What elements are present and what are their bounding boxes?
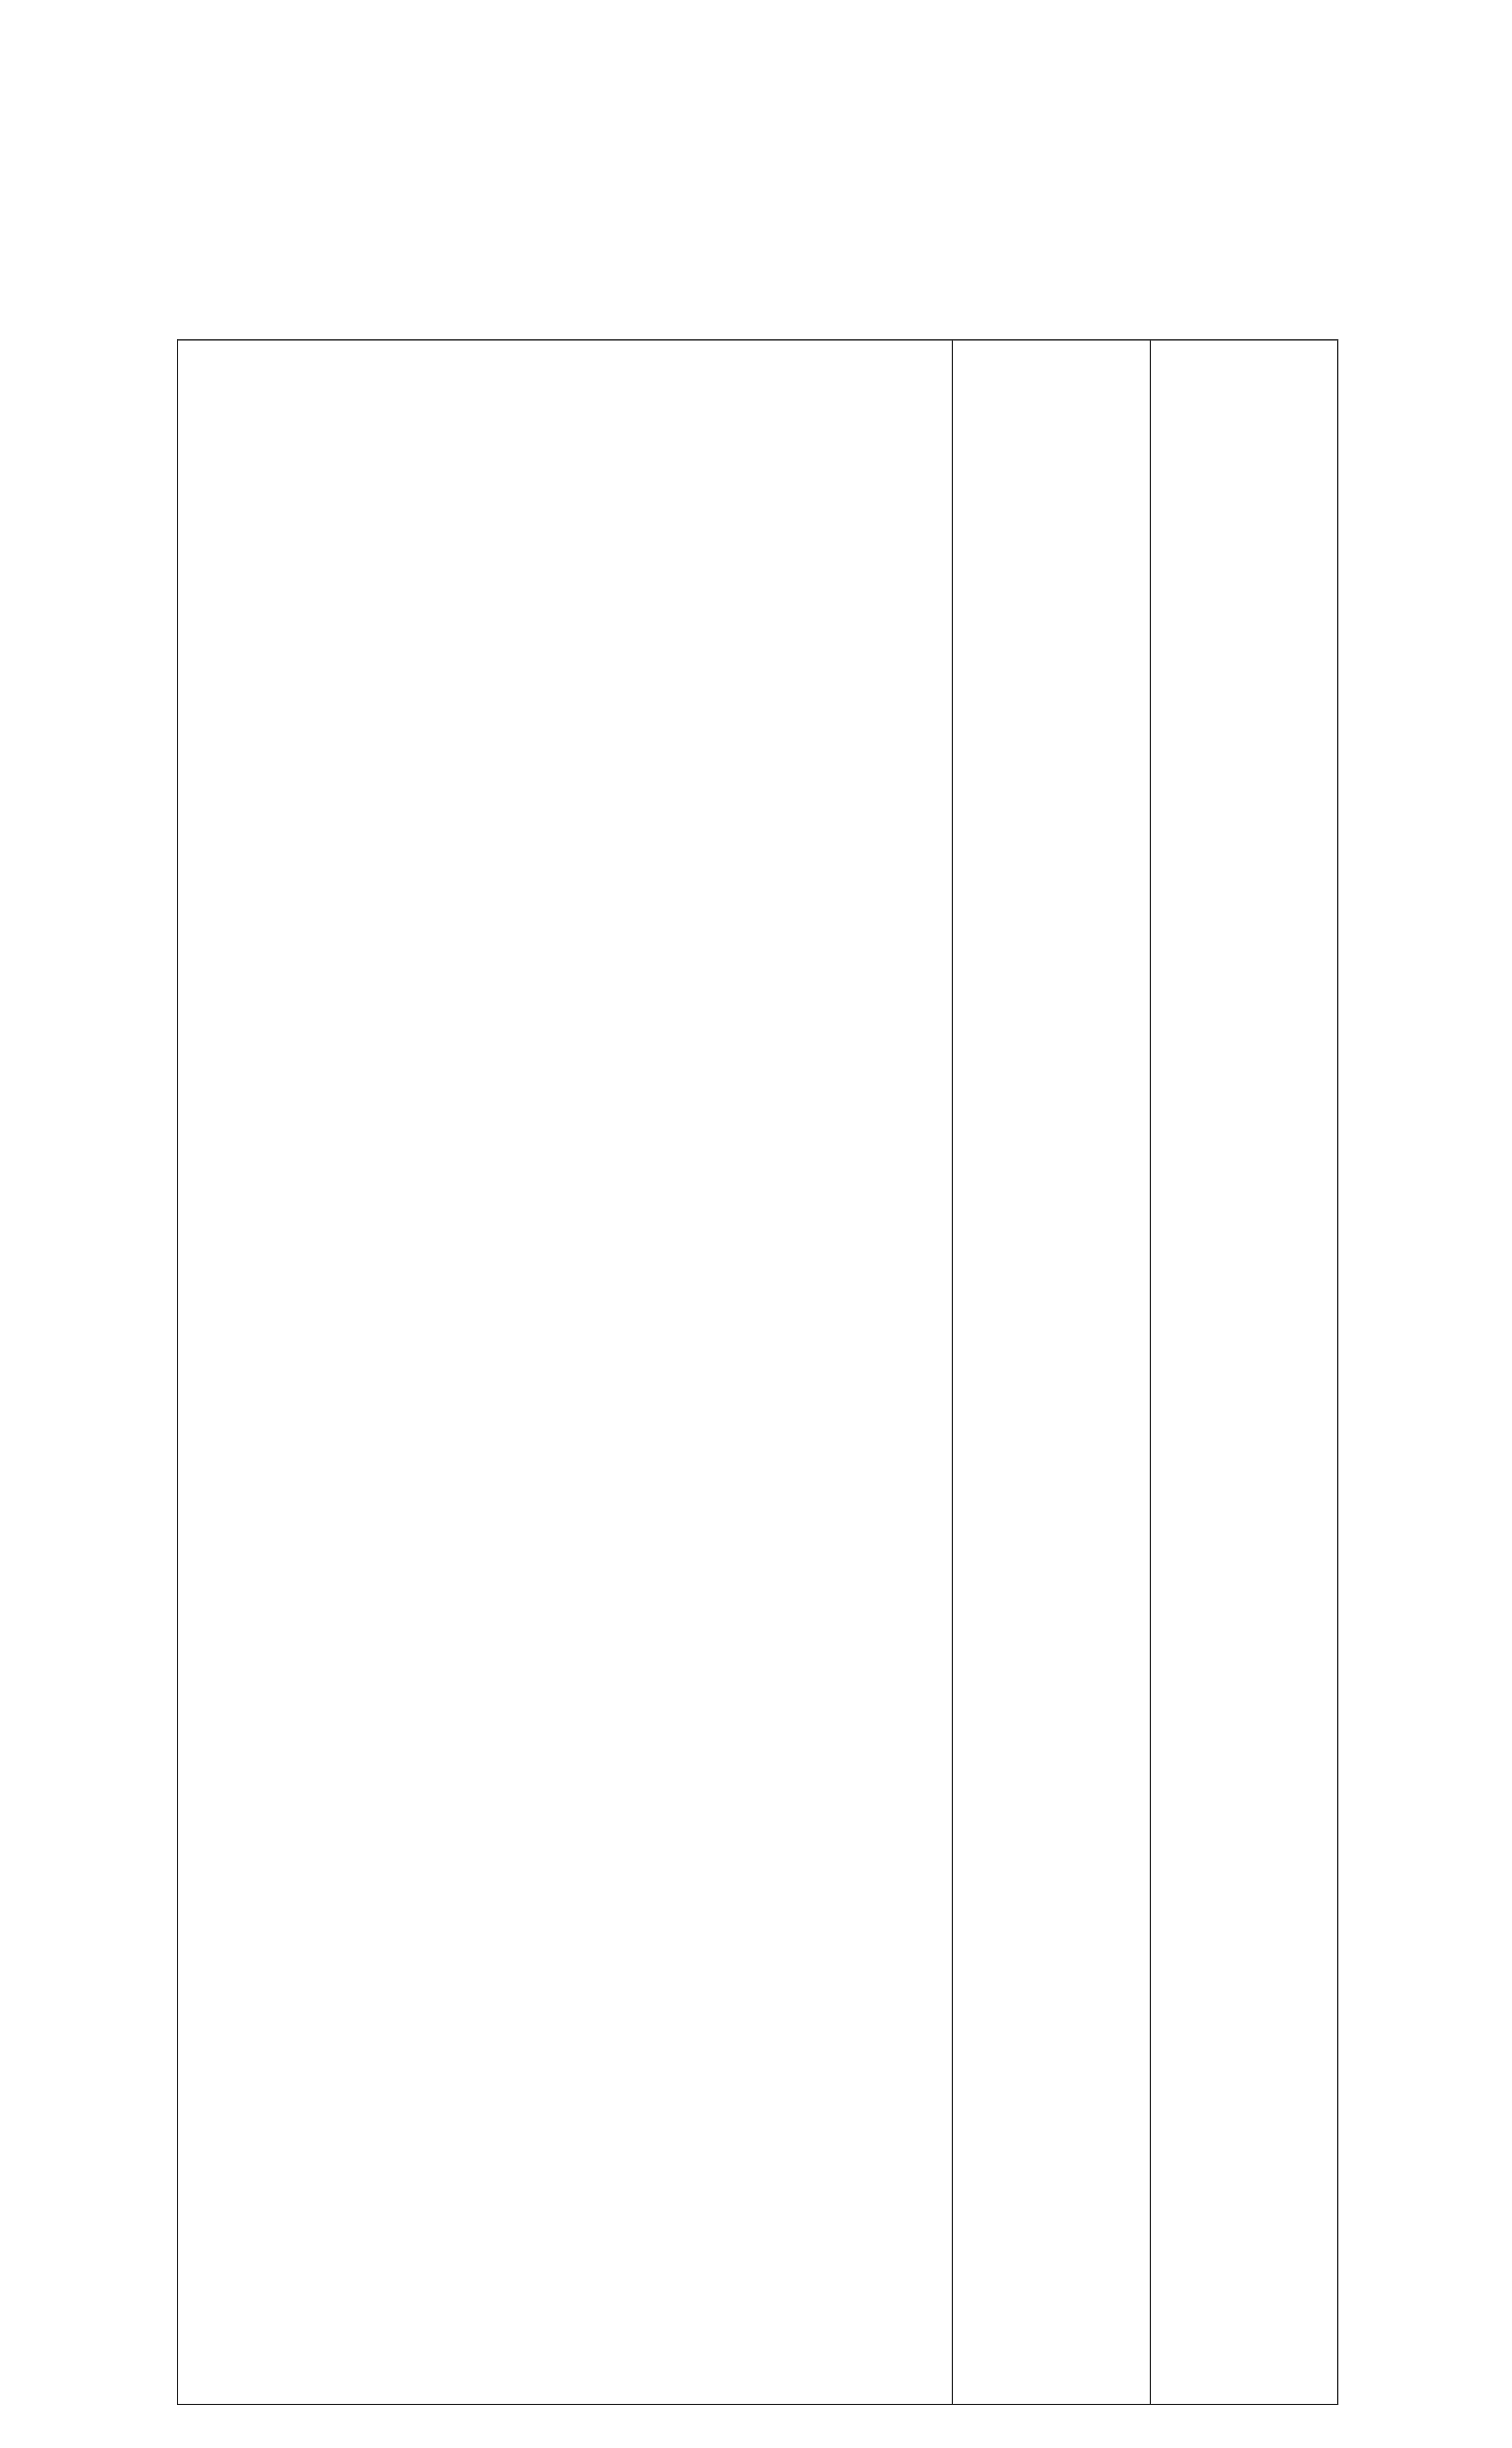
column-divider-1	[952, 339, 953, 2405]
table-bottom-border	[177, 2404, 1338, 2405]
table-left-border	[177, 339, 178, 2405]
table-top-border	[177, 339, 1338, 341]
table-right-border	[1337, 339, 1338, 2405]
column-divider-2	[1150, 339, 1151, 2405]
